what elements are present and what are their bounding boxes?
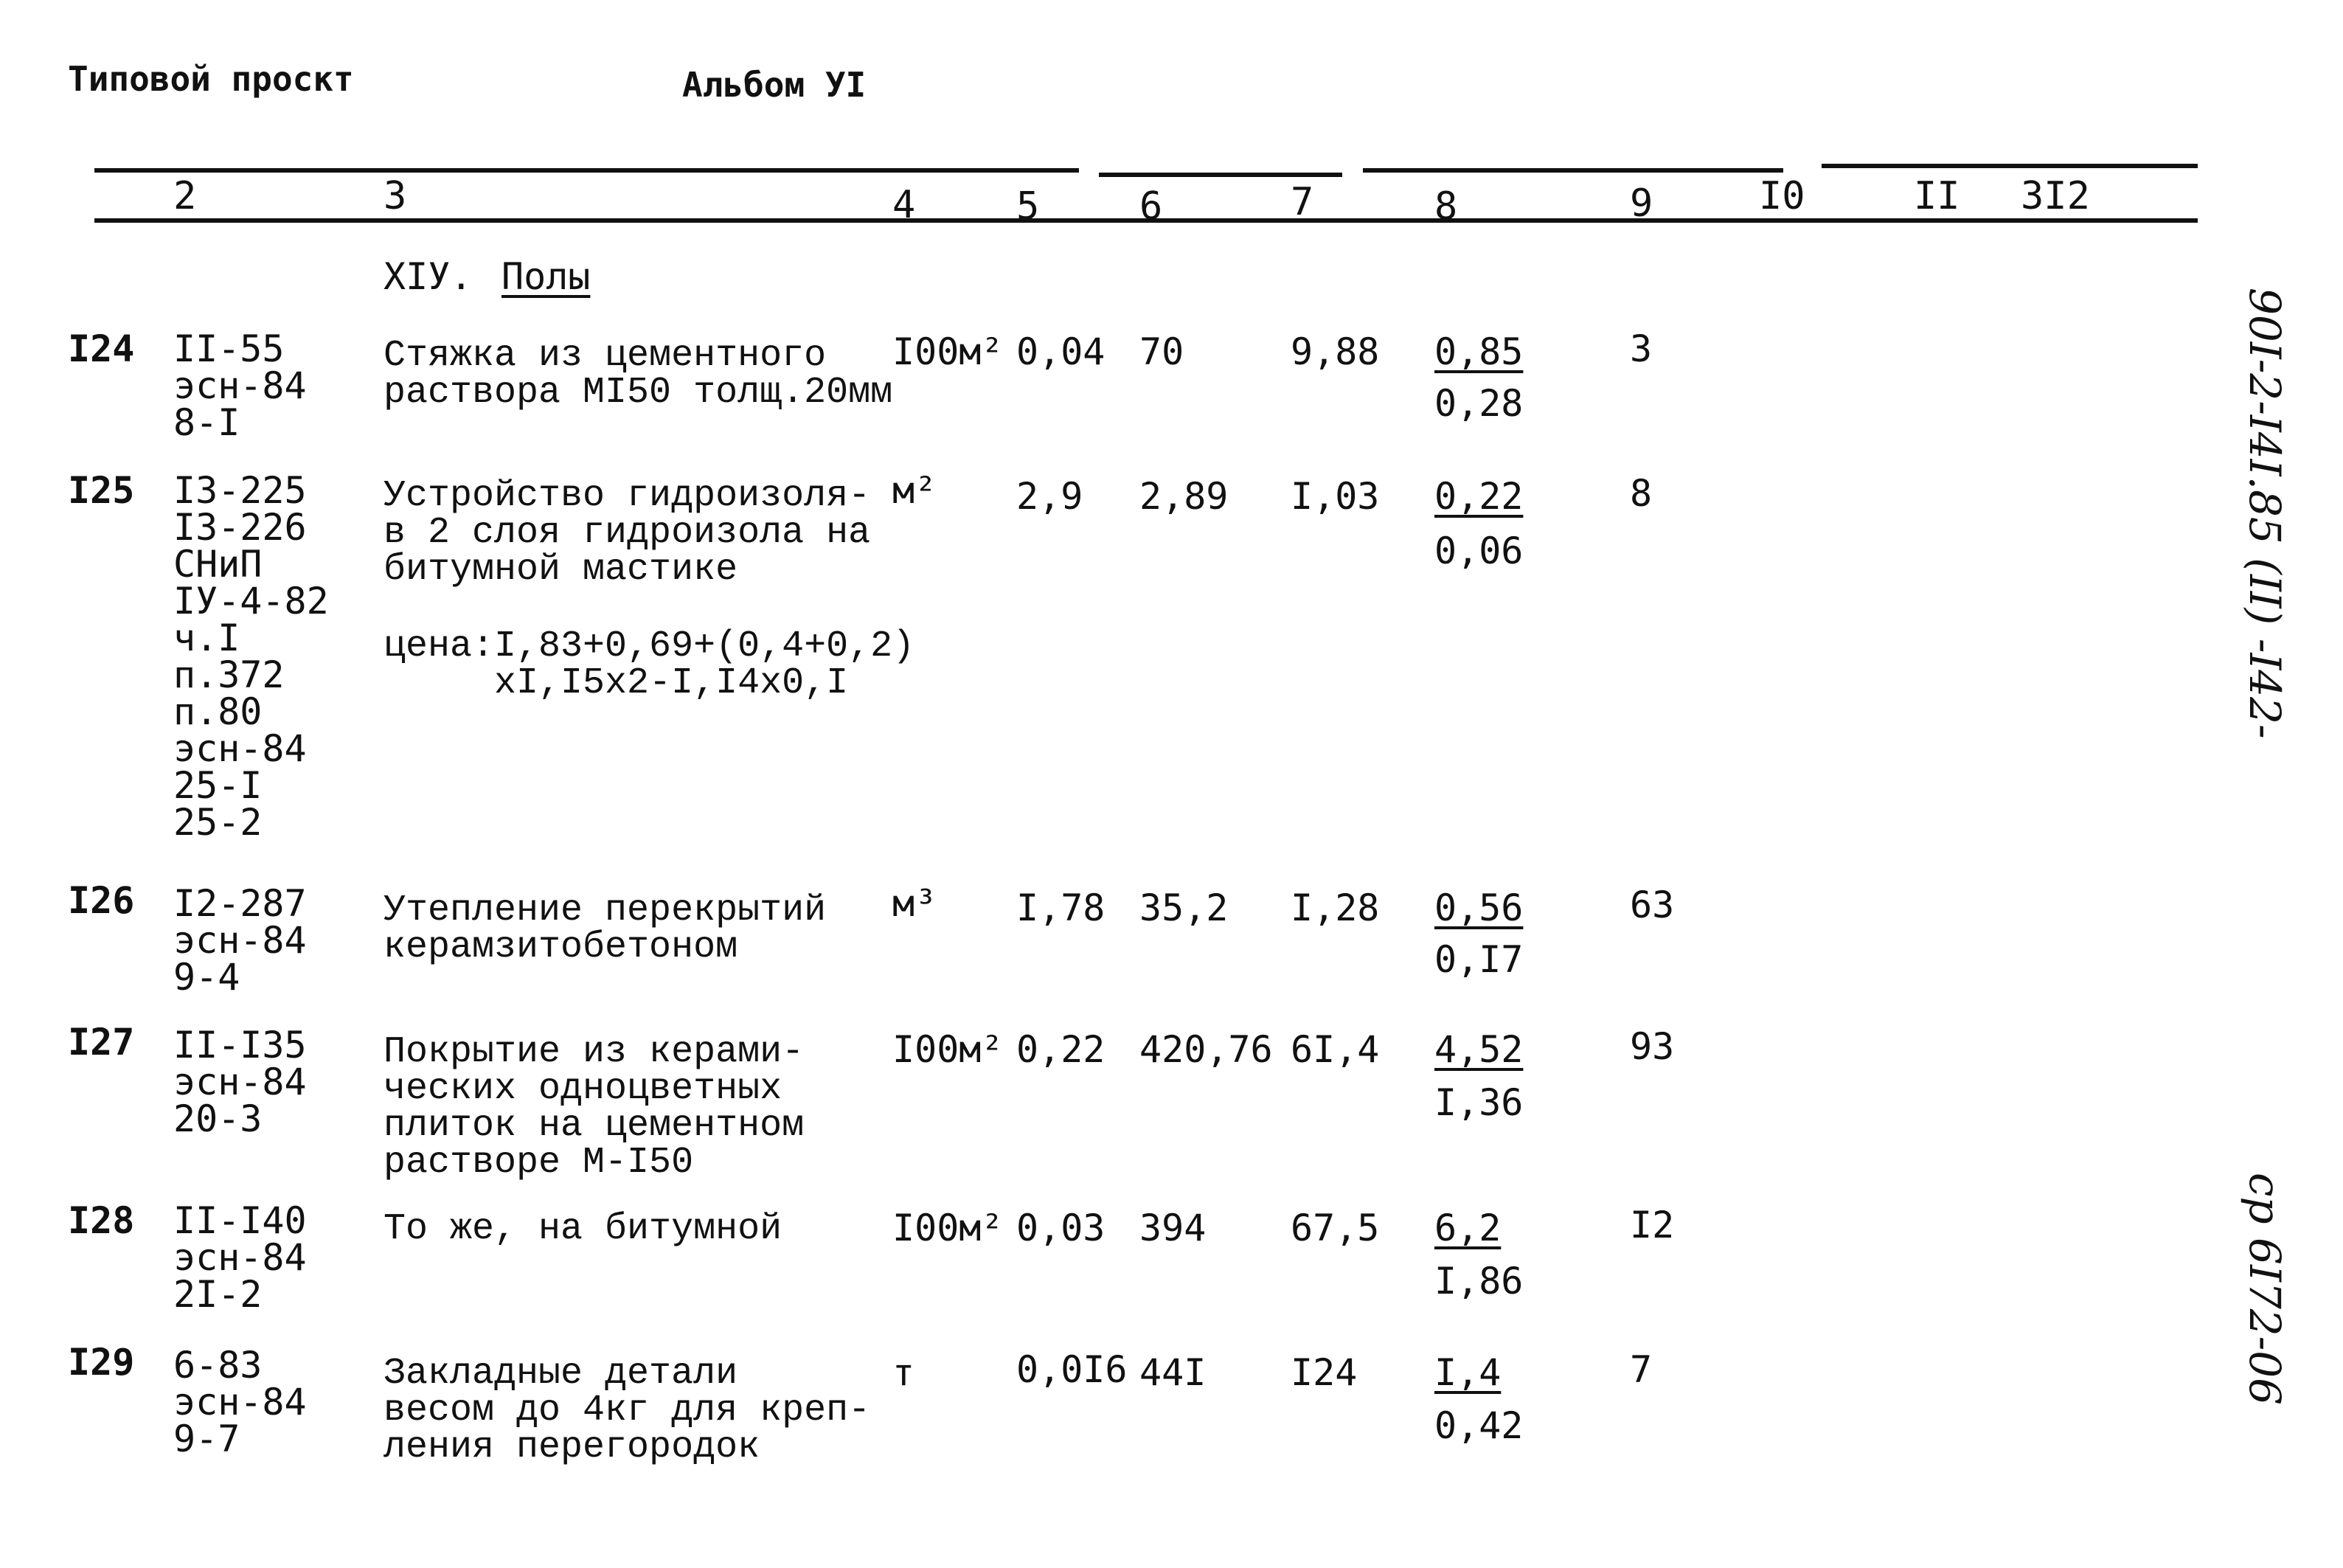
row-col7: 6I,4	[1291, 1028, 1380, 1071]
row-number: I29	[68, 1341, 135, 1384]
row-col8-bottom: 0,28	[1434, 382, 1524, 425]
row-col9: I2	[1630, 1204, 1675, 1246]
row-col9: 63	[1630, 884, 1675, 926]
column-number: 9	[1630, 181, 1653, 226]
row-code: I2-287 эсн-84 9-4	[173, 882, 307, 999]
row-col7: I24	[1291, 1351, 1358, 1394]
row-col9: 8	[1630, 472, 1653, 515]
row-code: II-55 эсн-84 8-I	[173, 327, 307, 444]
table-top-rule	[1363, 168, 1783, 173]
row-unit: I00м²	[892, 1028, 1004, 1071]
row-description: Покрытие из керами- ческих одноцветных плиток на цементном растворе М-I50	[383, 1031, 805, 1184]
row-col8-bottom: 0,I7	[1434, 938, 1524, 981]
row-col9: 93	[1630, 1025, 1675, 1068]
row-description: Стяжка из цементного раствора MI50 толщ.20мм	[383, 335, 893, 414]
row-price-note: цена:I,83+0,69+(0,4+0,2) xI,I5x2-I,I4x0,I	[383, 625, 915, 704]
row-unit: т	[892, 1351, 915, 1394]
row-col8-top: 6,2	[1434, 1207, 1502, 1249]
column-number: 3I2	[2021, 174, 2090, 218]
row-col9: 7	[1630, 1348, 1653, 1391]
row-description: Утепление перекрытий керамзитобетоном	[383, 889, 827, 968]
column-number: 3	[383, 174, 407, 218]
album-label: Альбом УI	[682, 65, 867, 105]
row-col8-bottom: I,86	[1434, 1260, 1524, 1302]
section-title: Полы	[501, 255, 591, 298]
row-quantity: 2,9	[1016, 475, 1083, 518]
row-col9: 3	[1630, 327, 1653, 370]
row-col8-top: I,4	[1434, 1351, 1502, 1394]
column-number: I0	[1759, 174, 1805, 218]
column-number: 7	[1291, 180, 1314, 224]
margin-stamp-bottom: ср 6I72-06	[2240, 1173, 2290, 1406]
row-unit: I00м²	[892, 330, 1004, 373]
margin-stamp-top: 90I-2-I4I.85 (II) -I42-	[2240, 288, 2290, 739]
column-number: 8	[1434, 184, 1458, 229]
column-number: II	[1914, 174, 1960, 218]
row-col8-top: 4,52	[1434, 1028, 1524, 1071]
row-code: 6-83 эсн-84 9-7	[173, 1344, 307, 1460]
row-col8-bottom: 0,06	[1434, 530, 1524, 572]
row-col8-top: 0,22	[1434, 475, 1524, 518]
row-col8-top: 0,56	[1434, 887, 1524, 929]
row-number: I26	[68, 879, 135, 922]
row-quantity: 0,04	[1016, 330, 1105, 373]
row-unit: I00м²	[892, 1207, 1004, 1249]
column-number: 5	[1016, 184, 1040, 229]
table-top-rule	[1822, 164, 2198, 168]
row-col7: 67,5	[1291, 1207, 1380, 1249]
row-number: I25	[68, 469, 135, 512]
row-col8-top: 0,85	[1434, 330, 1524, 373]
row-quantity: 0,03	[1016, 1207, 1105, 1249]
row-col7: 9,88	[1291, 330, 1380, 373]
table-top-rule	[94, 168, 1079, 173]
row-code: II-I40 эсн-84 2I-2	[173, 1199, 307, 1316]
row-description: Закладные детали весом до 4кг для креп- ления перегородок	[383, 1353, 871, 1468]
row-code: II-I35 эсн-84 20-3	[173, 1024, 307, 1140]
column-number: 6	[1139, 184, 1163, 229]
row-col7: I,28	[1291, 887, 1380, 929]
table-top-rule	[1099, 173, 1342, 177]
row-number: I28	[68, 1199, 135, 1242]
row-description: Устройство гидроизоля- в 2 слоя гидроизола на битумной мастике	[383, 475, 871, 591]
row-col6: 394	[1139, 1207, 1207, 1249]
row-unit: м³	[892, 882, 937, 925]
row-number: I27	[68, 1021, 135, 1064]
row-col8-bottom: I,36	[1434, 1081, 1524, 1124]
row-col6: 420,76	[1139, 1028, 1273, 1071]
row-col6: 2,89	[1139, 475, 1229, 518]
row-col8-bottom: 0,42	[1434, 1404, 1524, 1447]
row-quantity: 0,0I6	[1016, 1348, 1128, 1391]
row-col6: 44I	[1139, 1351, 1207, 1394]
column-number: 2	[173, 174, 197, 218]
row-col6: 70	[1139, 330, 1184, 373]
section-number: XIУ.	[383, 255, 473, 298]
row-quantity: 0,22	[1016, 1028, 1105, 1071]
row-col6: 35,2	[1139, 887, 1229, 929]
row-number: I24	[68, 327, 135, 370]
column-number: 4	[892, 183, 916, 227]
row-code: I3-225 I3-226 СНиП IУ-4-82 ч.I п.372 п.80 эсн-84 25-I 25-2	[173, 469, 329, 844]
row-col7: I,03	[1291, 475, 1380, 518]
row-description: То же, на битумной	[383, 1208, 782, 1250]
project-label: Типовой проскт	[68, 59, 354, 99]
row-quantity: I,78	[1016, 887, 1105, 929]
row-unit: м²	[892, 469, 937, 512]
